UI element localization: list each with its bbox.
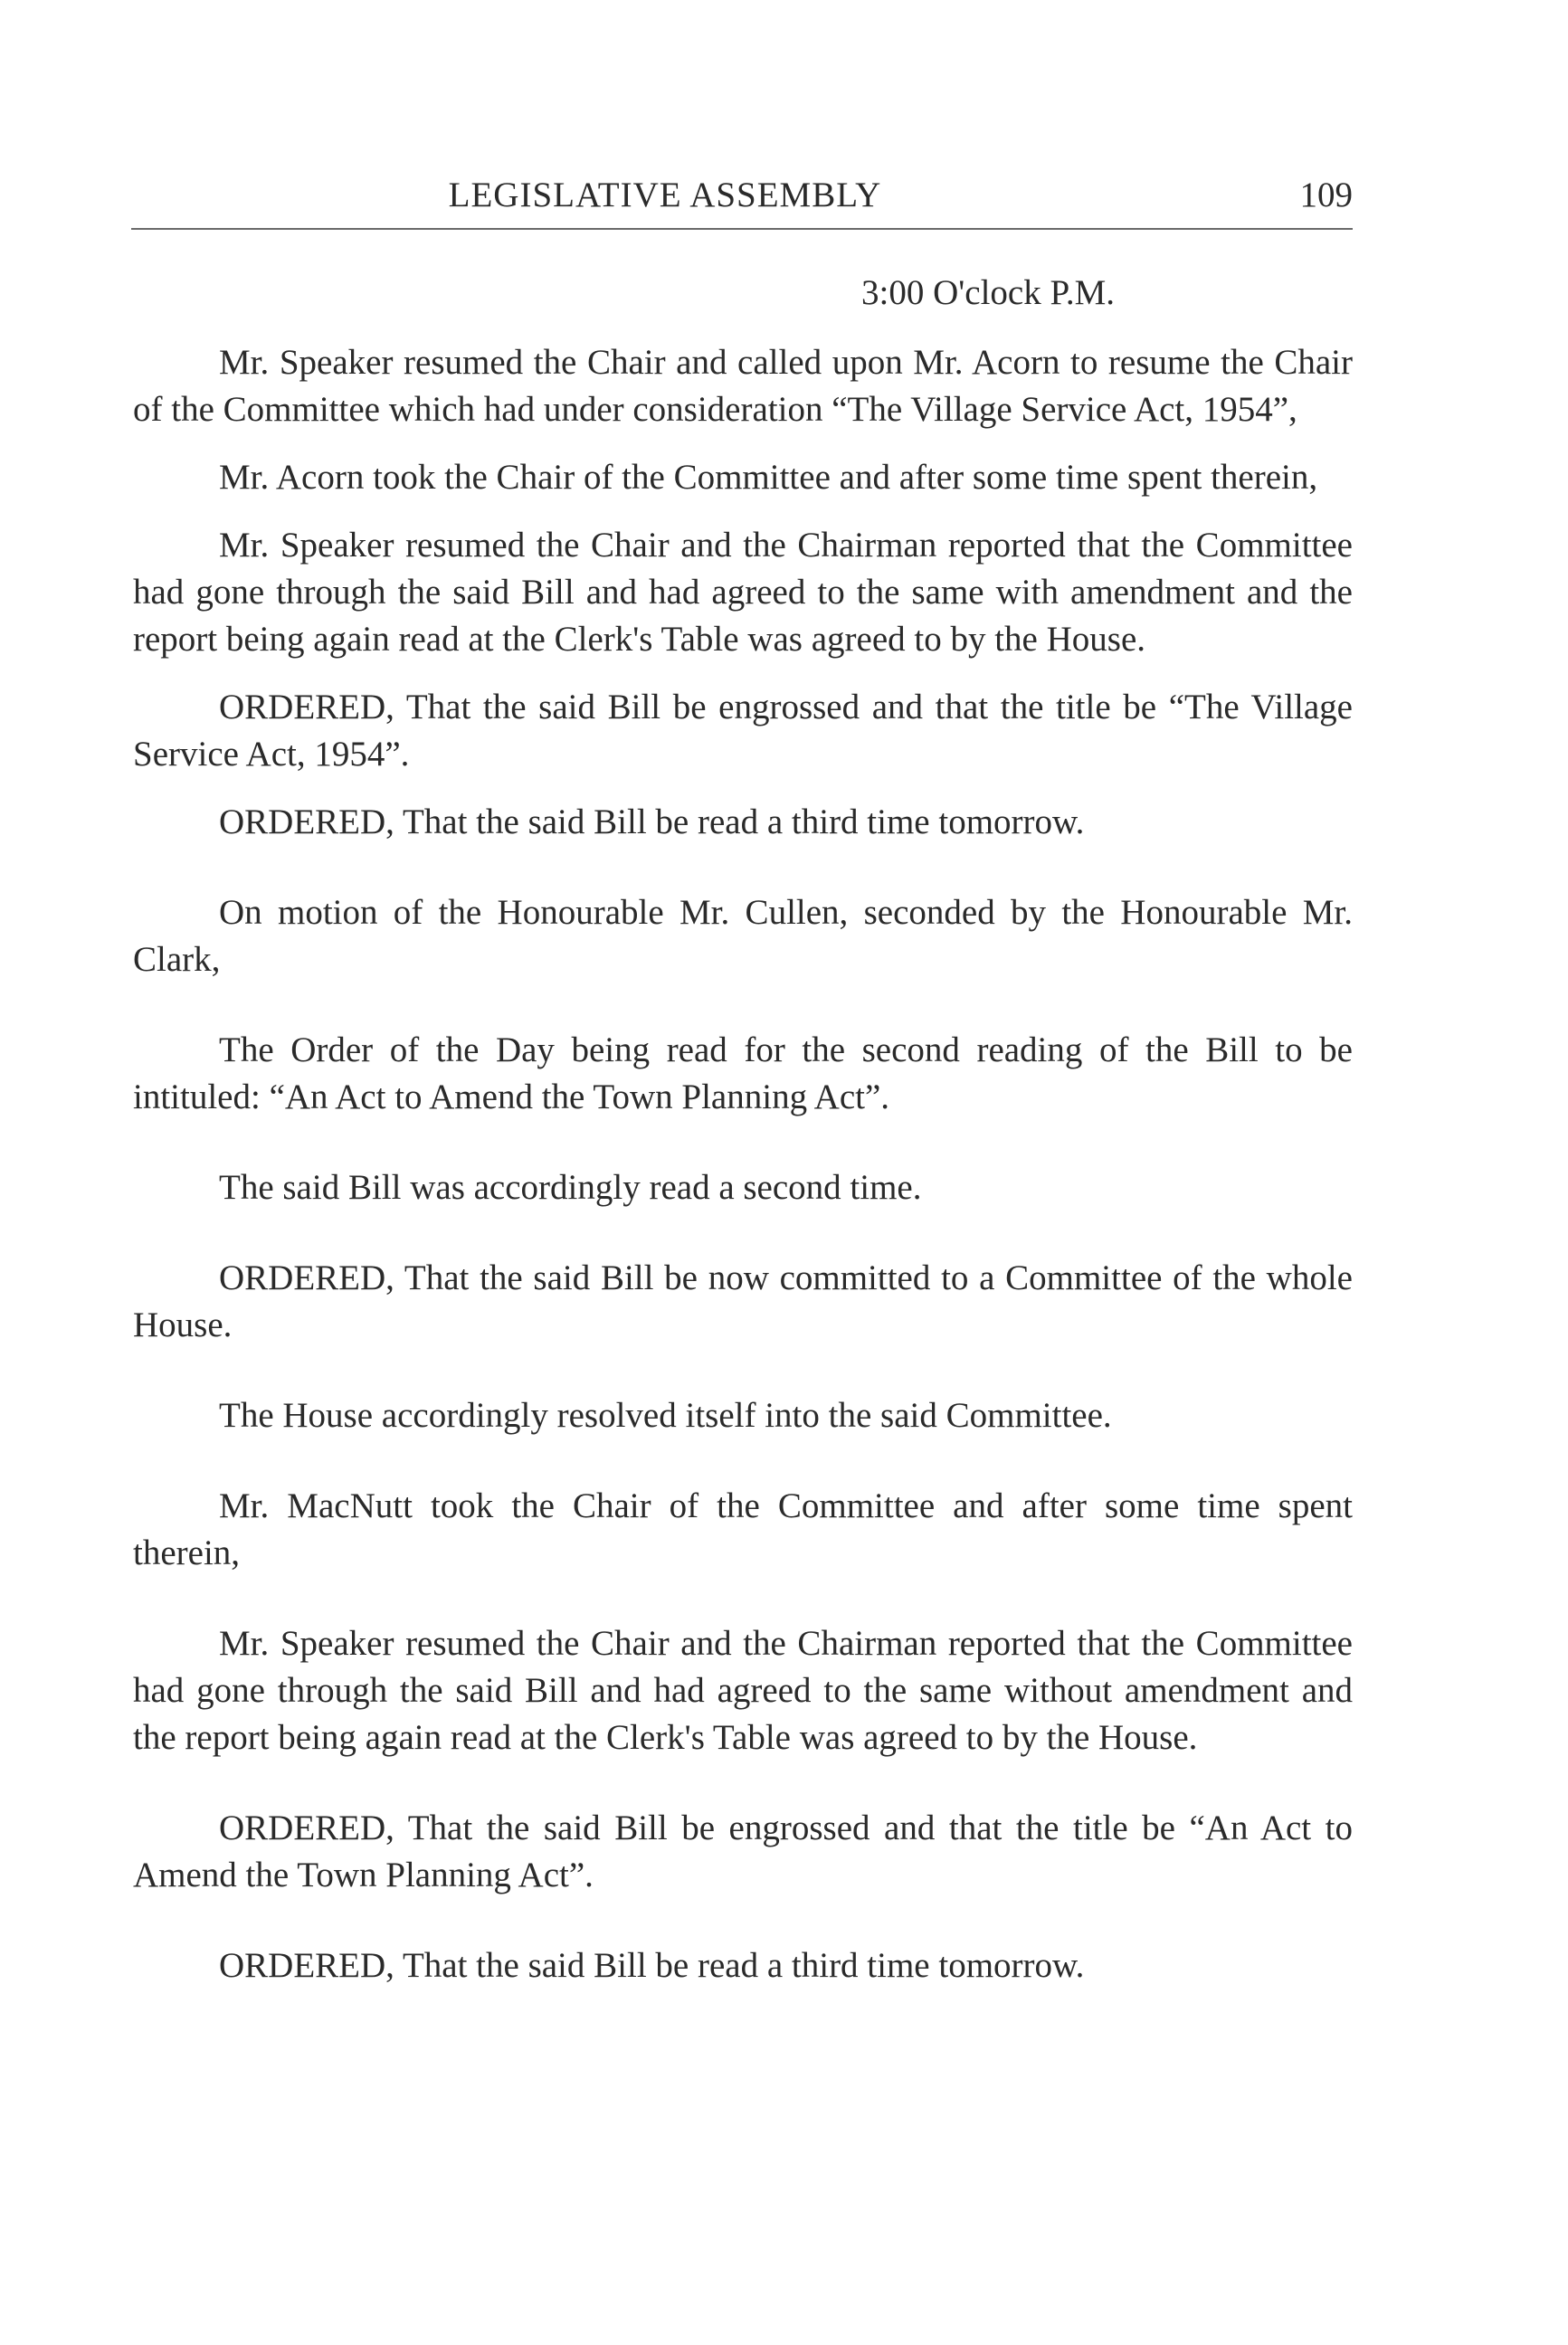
paragraph: On motion of the Honourable Mr. Cullen, seconded by the Honourable Mr. Clark, xyxy=(133,893,1353,979)
paragraph: ORDERED, That the said Bill be now committed to a Committee of the whole House. xyxy=(133,1258,1353,1344)
paragraph: Mr. Acorn took the Chair of the Committee and after some time spent therein, xyxy=(219,458,1318,497)
paragraph: Mr. Speaker resumed the Chair and called upon Mr. Acorn to resume the Chair of the Committee which had under consideration “The Village Service Act, 1954”, xyxy=(133,343,1353,429)
paragraph: Mr. MacNutt took the Chair of the Committee and after some time spent therein, xyxy=(133,1486,1353,1572)
paragraph: Mr. Speaker resumed the Chair and the Chairman reported that the Committee had gone through the said Bill and had agreed to the same with amendment and the report being again read at the Clerk's Table was agreed to by the House. xyxy=(133,526,1353,659)
header-rule xyxy=(131,228,1353,230)
paragraph: The Order of the Day being read for the second reading of the Bill to be intituled: “An Act to Amend the Town Planning Act”. xyxy=(133,1030,1353,1116)
paragraph: Mr. Speaker resumed the Chair and the Chairman reported that the Committee had gone through the said Bill and had agreed to the same without amendment and the report being again read at the Clerk's Table was agreed to by the House. xyxy=(133,1624,1353,1757)
paragraph: ORDERED, That the said Bill be read a third time tomorrow. xyxy=(219,1946,1085,1985)
running-head: LEGISLATIVE ASSEMBLY xyxy=(448,176,882,214)
body-text xyxy=(133,339,1353,1989)
page-header xyxy=(131,170,1353,221)
paragraph: ORDERED, That the said Bill be engrossed and that the title be “An Act to Amend the Town Planning Act”. xyxy=(133,1809,1353,1894)
paragraph: ORDERED, That the said Bill be engrossed and that the title be “The Village Service Act, 1954”. xyxy=(133,688,1353,774)
paragraph: The said Bill was accordingly read a second time. xyxy=(219,1168,922,1207)
paragraph: The House accordingly resolved itself into the said Committee. xyxy=(219,1396,1112,1435)
paragraph: ORDERED, That the said Bill be read a third time tomorrow. xyxy=(219,802,1085,841)
session-time: 3:00 O'clock P.M. xyxy=(861,273,1116,312)
page-number: 109 xyxy=(1299,176,1353,214)
